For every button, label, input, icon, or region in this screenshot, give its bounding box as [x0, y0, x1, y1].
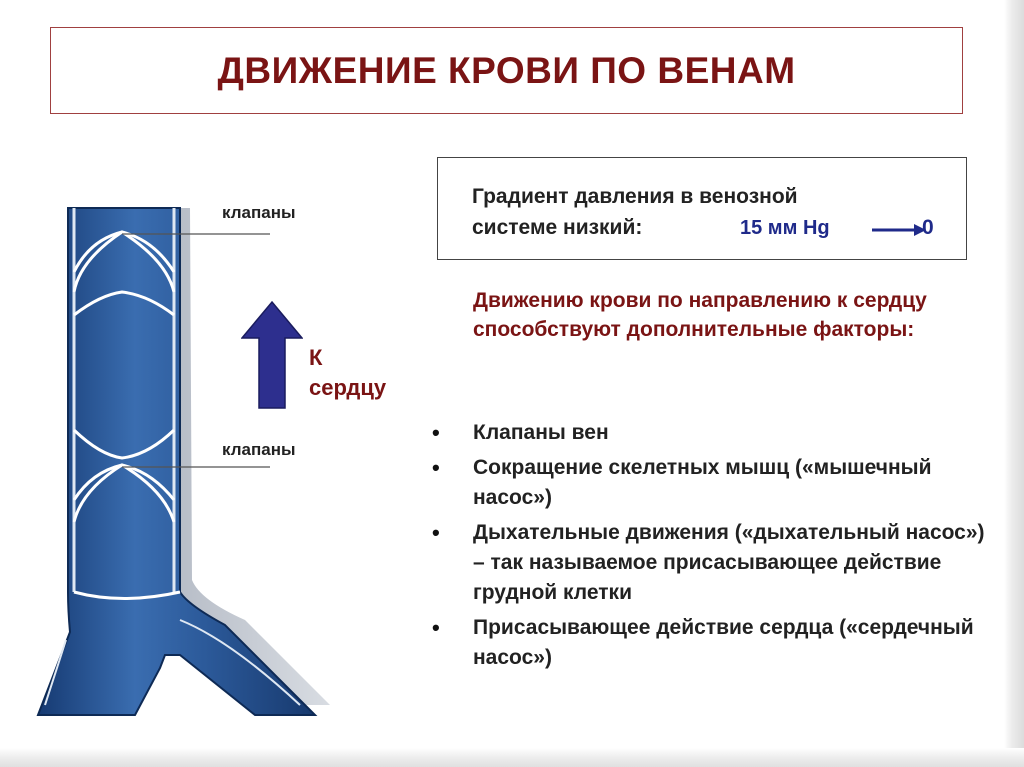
pressure-line-1: Градиент давления в венозной — [472, 185, 798, 208]
vein-illustration — [30, 200, 370, 720]
list-item — [430, 453, 990, 513]
bullet-icon: • — [432, 520, 440, 545]
title-box — [50, 27, 963, 114]
direction-line-2: сердцу — [309, 375, 387, 400]
pressure-end-value: 0 — [922, 216, 934, 239]
right-arrow-icon — [870, 222, 930, 238]
factors-intro: Движению крови по направлению к сердцу способствуют дополнительные факторы: — [473, 289, 927, 341]
pressure-gradient-box — [437, 157, 967, 260]
list-item — [430, 418, 990, 448]
list-item — [430, 518, 990, 608]
list-item — [430, 613, 990, 673]
direction-label — [309, 343, 386, 403]
factor-list — [430, 418, 990, 678]
slide-shadow-right — [1004, 0, 1024, 767]
factor-text: Клапаны вен — [473, 421, 609, 444]
factor-text: Сокращение скелетных мышц («мышечный насос») — [473, 456, 932, 509]
pressure-value: 15 мм Hg — [740, 217, 830, 239]
valve-label-bottom: клапаны — [222, 440, 296, 459]
valve-label-top: клапаны — [222, 203, 296, 222]
up-arrow-icon — [241, 300, 303, 410]
bullet-icon: • — [432, 615, 440, 640]
slide-title: ДВИЖЕНИЕ КРОВИ ПО ВЕНАМ — [217, 49, 796, 91]
bullet-icon: • — [432, 420, 440, 445]
slide-shadow-bottom — [0, 748, 1024, 767]
bullet-icon: • — [432, 455, 440, 480]
pressure-line-2: системе низкий: — [472, 216, 643, 239]
direction-line-1: К — [309, 345, 323, 370]
factor-text: Присасывающее действие сердца («сердечный насос») — [473, 616, 974, 669]
factor-text: Дыхательные движения («дыхательный насос») – так называемое присасывающее действие грудной клетки — [473, 521, 985, 604]
